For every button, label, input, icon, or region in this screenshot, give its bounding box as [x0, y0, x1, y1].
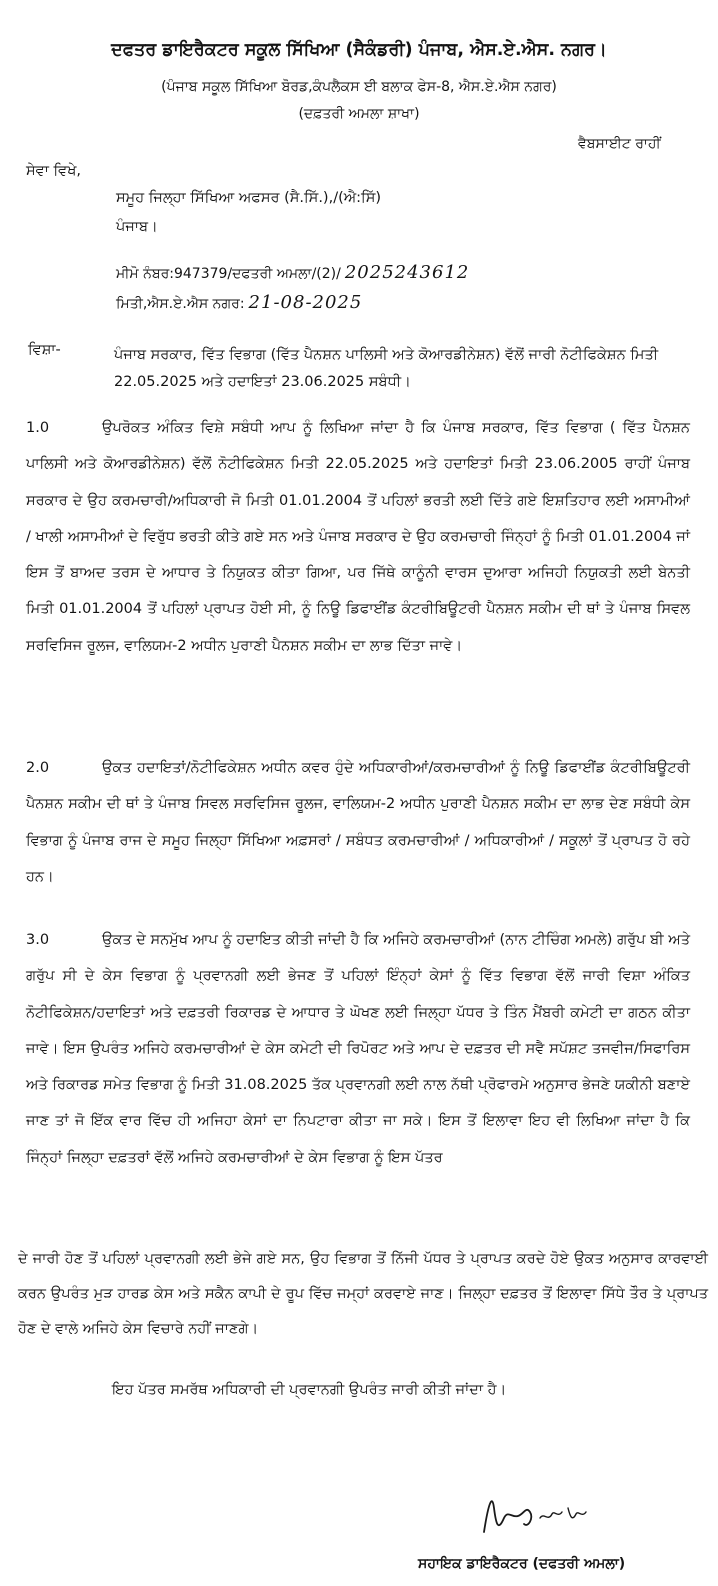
office-address: (ਪੰਜਾਬ ਸਕੂਲ ਸਿੱਖਿਆ ਬੋਰਡ,ਕੰਪਲੈਕਸ ਈ ਬਲਾਕ ਫੇਸ-8, ਐਸ.ਏ.ਐਸ ਨਗਰ)	[161, 79, 557, 95]
date-handwritten: 21-08-2025	[248, 292, 363, 313]
paragraph-number: 2.0	[26, 760, 50, 776]
office-title: ਦਫਤਰ ਡਾਇਰੈਕਟਰ ਸਕੂਲ ਸਿੱਖਿਆ (ਸੈਕੰਡਰੀ) ਪੰਜਾਬ, ਐਸ.ਏ.ਐਸ. ਨਗਰ।	[111, 40, 607, 60]
signature-scribble	[478, 1488, 618, 1544]
paragraph-1	[26, 410, 690, 664]
signatory-title: ਸਹਾਇਕ ਡਾਇਰੈਕਟਰ (ਦਫਤਰੀ ਅਮਲਾ)	[418, 1556, 626, 1572]
dispatch-mode: ਵੈਬਸਾਈਟ ਰਾਹੀਂ	[578, 136, 661, 152]
memo-handwritten-number: 2025243612	[344, 262, 470, 283]
paragraph-3-continuation: ਦੇ ਜਾਰੀ ਹੋਣ ਤੋਂ ਪਹਿਲਾਂ ਪ੍ਰਵਾਨਗੀ ਲਈ ਭੇਜੇ ਗਏ ਸਨ, ਉਹ ਵਿਭਾਗ ਤੋਂ ਨਿੱਜੀ ਪੱਧਰ ਤੇ ਪ੍ਰਾਪਤ ਕਰਦੇ ਹੋਏ ਉਕਤ ਅਨੁਸਾਰ ਕਾਰਵਾਈ ਕਰਨ ਉਪਰੰਤ ਮੁੜ ਹਾਰਡ ਕੇਸ ਅਤੇ ਸਕੈਨ ਕਾਪੀ ਦੇ ਰੂਪ ਵਿੱਚ ਜਮ੍ਹਾਂ ਕਰਵਾਏ ਜਾਣ। ਜਿਲ੍ਹਾ ਦਫ਼ਤਰ ਤੋਂ ਇਲਾਵਾ ਸਿੱਧੇ ਤੌਰ ਤੇ ਪ੍ਰਾਪਤ ਹੋਣ ਦੇ ਵਾਲੇ ਅਜਿਹੇ ਕੇਸ ਵਿਚਾਰੇ ਨਹੀਂ ਜਾਣਗੇ।	[18, 1251, 708, 1337]
salutation: ਸੇਵਾ ਵਿਖੇ,	[26, 163, 82, 179]
paragraph-2	[26, 750, 690, 895]
paragraph-number: 3.0	[26, 932, 50, 948]
recipient-line-1: ਸਮੂਹ ਜਿਲ੍ਹਾ ਸਿੱਖਿਆ ਅਫਸਰ (ਸੈ.ਸਿੱ.),/(ਐ:ਸਿੱ)	[116, 190, 382, 206]
date-prefix: ਮਿਤੀ,ਐਸ.ਏ.ਐਸ ਨਗਰ:	[116, 296, 245, 312]
paragraph-text: ਉਕਤ ਦੇ ਸਨਮੁੱਖ ਆਪ ਨੂੰ ਹਦਾਇਤ ਕੀਤੀ ਜਾਂਦੀ ਹੈ ਕਿ ਅਜਿਹੇ ਕਰਮਚਾਰੀਆਂ (ਨਾਨ ਟੀਚਿੰਗ ਅਮਲੇ) ਗਰੁੱਪ ਬੀ ਅਤੇ ਗਰੁੱਪ ਸੀ ਦੇ ਕੇਸ ਵਿਭਾਗ ਨੂੰ ਪ੍ਰਵਾਨਗੀ ਲਈ ਭੇਜਣ ਤੋਂ ਪਹਿਲਾਂ ਇੰਨ੍ਹਾਂ ਕੇਸਾਂ ਨੂੰ ਵਿੱਤ ਵਿਭਾਗ ਵੱਲੋਂ ਜਾਰੀ ਵਿਸ਼ਾ ਅੰਕਿਤ ਨੋਟੀਫਿਕੇਸ਼ਨ/ਹਦਾਇਤਾਂ ਅਤੇ ਦਫ਼ਤਰੀ ਰਿਕਾਰਡ ਦੇ ਆਧਾਰ ਤੇ ਘੋਖਣ ਲਈ ਜਿਲ੍ਹਾ ਪੱਧਰ ਤੇ ਤਿੰਨ ਮੈਂਬਰੀ ਕਮੇਟੀ ਦਾ ਗਠਨ ਕੀਤਾ ਜਾਵੇ। ਇਸ ਉਪਰੰਤ ਅਜਿਹੇ ਕਰਮਚਾਰੀਆਂ ਦੇ ਕੇਸ ਕਮੇਟੀ ਦੀ ਰਿਪੋਰਟ ਅਤੇ ਆਪ ਦੇ ਦਫ਼ਤਰ ਦੀ ਸਵੈ ਸਪੱਸ਼ਟ ਤਜਵੀਜ/ਸਿਫਾਰਿਸ ਅਤੇ ਰਿਕਾਰਡ ਸਮੇਤ ਵਿਭਾਗ ਨੂੰ ਮਿਤੀ 31.08.2025 ਤੱਕ ਪ੍ਰਵਾਨਗੀ ਲਈ ਨਾਲ ਨੱਥੀ ਪ੍ਰੋਫਾਰਮੇ ਅਨੁਸਾਰ ਭੇਜਣੇ ਯਕੀਨੀ ਬਣਾਏ ਜਾਣ ਤਾਂ ਜੋ ਇੱਕ ਵਾਰ ਵਿੱਚ ਹੀ ਅਜਿਹਾ ਕੇਸਾਂ ਦਾ ਨਿਪਟਾਰਾ ਕੀਤਾ ਜਾ ਸਕੇ। ਇਸ ਤੋਂ ਇਲਾਵਾ ਇਹ ਵੀ ਲਿਖਿਆ ਜਾਂਦਾ ਹੈ ਕਿ ਜਿੰਨ੍ਹਾਂ ਜਿਲ੍ਹਾ ਦਫ਼ਤਰਾਂ ਵੱਲੋਂ ਅਜਿਹੇ ਕਰਮਚਾਰੀਆਂ ਦੇ ਕੇਸ ਵਿਭਾਗ ਨੂੰ ਇਸ ਪੱਤਰ	[26, 932, 690, 1166]
memo-number	[116, 262, 469, 283]
closing-line: ਇਹ ਪੱਤਰ ਸਮਰੱਥ ਅਧਿਕਾਰੀ ਦੀ ਪ੍ਰਵਾਨਗੀ ਉਪਰੰਤ ਜਾਰੀ ਕੀਤੀ ਜਾਂਦਾ ਹੈ।	[112, 1382, 507, 1398]
branch-name: (ਦਫ਼ਤਰੀ ਅਮਲਾ ਸ਼ਾਖਾ)	[298, 106, 420, 122]
paragraph-number: 1.0	[26, 420, 50, 436]
recipient-line-2: ਪੰਜਾਬ।	[116, 219, 158, 235]
paragraph-3	[26, 922, 690, 1176]
paragraph-text: ਉਕਤ ਹਦਾਇਤਾਂ/ਨੋਟੀਫਿਕੇਸ਼ਨ ਅਧੀਨ ਕਵਰ ਹੁੰਦੇ ਅਧਿਕਾਰੀਆਂ/ਕਰਮਚਾਰੀਆਂ ਨੂੰ ਨਿਊ ਡਿਫਾਈਂਡ ਕੰਟਰੀਬਿਊਟਰੀ ਪੈਨਸ਼ਨ ਸਕੀਮ ਦੀ ਥਾਂ ਤੇ ਪੰਜਾਬ ਸਿਵਲ ਸਰਵਿਸਿਜ ਰੂਲਜ, ਵਾਲਿਯਮ-2 ਅਧੀਨ ਪੁਰਾਣੀ ਪੈਨਸ਼ਨ ਸਕੀਮ ਦਾ ਲਾਭ ਦੇਣ ਸਬੰਧੀ ਕੇਸ ਵਿਭਾਗ ਨੂੰ ਪੰਜਾਬ ਰਾਜ ਦੇ ਸਮੂਹ ਜਿਲ੍ਹਾ ਸਿੱਖਿਆ ਅਫ਼ਸਰਾਂ / ਸਬੰਧਤ ਕਰਮਚਾਰੀਆਂ / ਅਧਿਕਾਰੀਆਂ / ਸਕੂਲਾਂ ਤੋਂ ਪ੍ਰਾਪਤ ਹੋ ਰਹੇ ਹਨ।	[26, 760, 690, 885]
memo-prefix: ਮੀਮੋ ਨੰਬਰ:947379/ਦਫਤਰੀ ਅਮਲਾ/(2)/	[116, 266, 341, 282]
subject-label: ਵਿਸ਼ਾ-	[28, 342, 61, 358]
subject-text: ਪੰਜਾਬ ਸਰਕਾਰ, ਵਿੱਤ ਵਿਭਾਗ (ਵਿੱਤ ਪੈਨਸ਼ਨ ਪਾਲਿਸੀ ਅਤੇ ਕੋਆਰਡੀਨੇਸ਼ਨ) ਵੱਲੋਂ ਜਾਰੀ ਨੋਟੀਫਿਕੇਸ਼ਨ ਮਿਤੀ 22.05.2025 ਅਤੇ ਹਦਾਇਤਾਂ 23.06.2025 ਸਬੰਧੀ।	[114, 347, 659, 390]
paragraph-text: ਉਪਰੋਕਤ ਅੰਕਿਤ ਵਿਸ਼ੇ ਸਬੰਧੀ ਆਪ ਨੂੰ ਲਿਖਿਆ ਜਾਂਦਾ ਹੈ ਕਿ ਪੰਜਾਬ ਸਰਕਾਰ, ਵਿੱਤ ਵਿਭਾਗ ( ਵਿੱਤ ਪੈਨਸ਼ਨ ਪਾਲਿਸੀ ਅਤੇ ਕੋਆਰਡੀਨੇਸ਼ਨ) ਵੱਲੋਂ ਨੋਟੀਫਿਕੇਸ਼ਨ ਮਿਤੀ 22.05.2025 ਅਤੇ ਹਦਾਇਤਾਂ ਮਿਤੀ 23.06.2005 ਰਾਹੀਂ ਪੰਜਾਬ ਸਰਕਾਰ ਦੇ ਉਹ ਕਰਮਚਾਰੀ/ਅਧਿਕਾਰੀ ਜੋ ਮਿਤੀ 01.01.2004 ਤੋਂ ਪਹਿਲਾਂ ਭਰਤੀ ਲਈ ਦਿੱਤੇ ਗਏ ਇਸ਼ਤਿਹਾਰ ਲਈ ਅਸਾਮੀਆਂ / ਖਾਲੀ ਅਸਾਮੀਆਂ ਦੇ ਵਿਰੁੱਧ ਭਰਤੀ ਕੀਤੇ ਗਏ ਸਨ ਅਤੇ ਪੰਜਾਬ ਸਰਕਾਰ ਦੇ ਉਹ ਕਰਮਚਾਰੀ ਜਿੰਨ੍ਹਾਂ ਨੂੰ ਮਿਤੀ 01.01.2004 ਜਾਂ ਇਸ ਤੋਂ ਬਾਅਦ ਤਰਸ ਦੇ ਆਧਾਰ ਤੇ ਨਿਯੁਕਤ ਕੀਤਾ ਗਿਆ, ਪਰ ਜਿੱਥੇ ਕਾਨੂੰਨੀ ਵਾਰਸ ਦੁਆਰਾ ਅਜਿਹੀ ਨਿਯੁਕਤੀ ਲਈ ਬੇਨਤੀ ਮਿਤੀ 01.01.2004 ਤੋਂ ਪਹਿਲਾਂ ਪ੍ਰਾਪਤ ਹੋਈ ਸੀ, ਨੂੰ ਨਿਊ ਡਿਫਾਈਂਡ ਕੰਟਰੀਬਿਊਟਰੀ ਪੈਨਸ਼ਨ ਸਕੀਮ ਦੀ ਥਾਂ ਤੇ ਪੰਜਾਬ ਸਿਵਲ ਸਰਵਿਸਿਜ ਰੂਲਜ, ਵਾਲਿਯਮ-2 ਅਧੀਨ ਪੁਰਾਣੀ ਪੈਨਸ਼ਨ ਸਕੀਮ ਦਾ ਲਾਭ ਦਿੱਤਾ ਜਾਵੇ।	[26, 420, 690, 654]
memo-date	[116, 292, 362, 313]
